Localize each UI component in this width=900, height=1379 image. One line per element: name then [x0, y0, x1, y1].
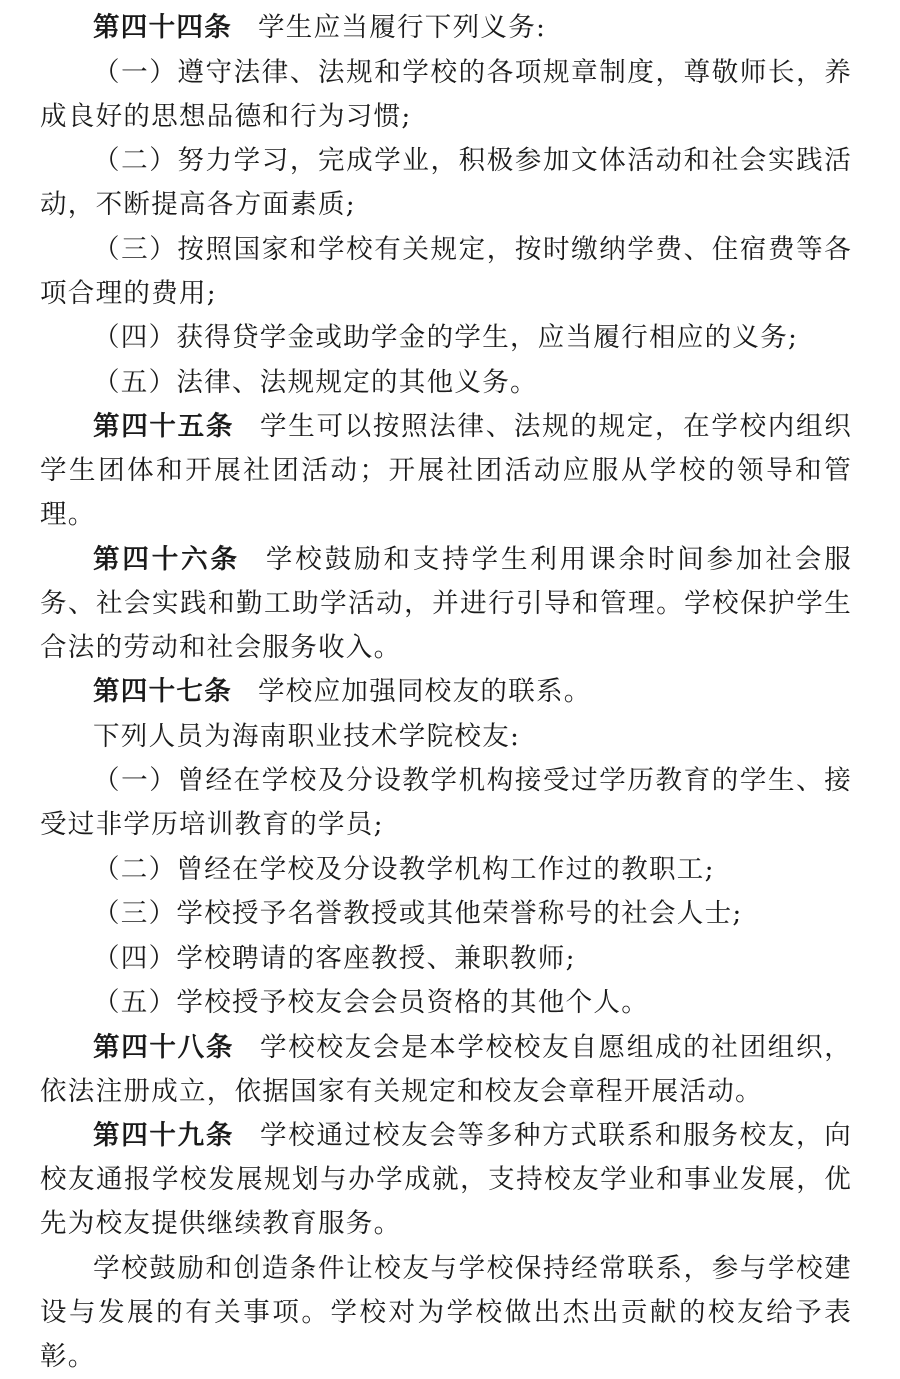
article-title: 第四十六条: [93, 543, 240, 575]
article-title: 第四十九条: [93, 1120, 235, 1151]
paragraph: [40, 361, 852, 405]
paragraph-text: 下列人员为海南职业技术学院校友:: [93, 720, 521, 752]
paragraph: [40, 1114, 852, 1246]
paragraph: [40, 892, 852, 936]
paragraph-text: 学校应加强同校友的联系。: [258, 676, 592, 707]
paragraph-text: （四）学校聘请的客座教授、兼职教师;: [93, 942, 576, 974]
article-title: 第四十四条: [93, 12, 232, 43]
paragraph-text: （五）法律、法规规定的其他义务。: [93, 366, 538, 398]
paragraph: [40, 981, 852, 1025]
paragraph-text: （五）学校授予校友会会员资格的其他个人。: [93, 987, 649, 1018]
paragraph: [40, 316, 852, 360]
paragraph-text: 学生可以按照法律、法规的规定，在学校内组织学生团体和开展社团活动；开展社团活动应服从学校的领导和管理。: [40, 411, 852, 530]
paragraph: [40, 228, 852, 316]
paragraph-text: （二）曾经在学校及分设教学机构工作过的教职工;: [93, 853, 715, 885]
paragraph-text: （一）曾经在学校及分设教学机构接受过学历教育的学生、接受过非学历培训教育的学员;: [40, 765, 852, 840]
paragraph-text: 学校鼓励和创造条件让校友与学校保持经常联系，参与学校建设与发展的有关事项。学校对为学校做出杰出贡献的校友给予表彰。: [40, 1252, 852, 1372]
paragraph-text: （三）按照国家和学校有关规定，按时缴纳学费、住宿费等各项合理的费用;: [40, 233, 852, 309]
paragraph-text: （四）获得贷学金或助学金的学生，应当履行相应的义务;: [93, 322, 799, 353]
paragraph: [40, 6, 852, 50]
paragraph-text: 学校鼓励和支持学生利用课余时间参加社会服务、社会实践和勤工助学活动，并进行引导和管理。学校保护学生合法的劳动和社会服务收入。: [40, 543, 853, 663]
document-body: [40, 6, 852, 1379]
paragraph: [40, 848, 852, 892]
article-title: 第四十七条: [93, 676, 232, 707]
paragraph: [40, 670, 852, 714]
article-title: 第四十五条: [93, 411, 235, 442]
paragraph: [40, 759, 852, 847]
article-title: 第四十八条: [93, 1031, 235, 1063]
paragraph: [40, 1247, 852, 1379]
paragraph-text: （一）遵守法律、法规和学校的各项规章制度，尊敬师长，养成良好的思想品德和行为习惯;: [40, 56, 852, 132]
paragraph: [40, 1026, 852, 1114]
paragraph-text: （三）学校授予名誉教授或其他荣誉称号的社会人士;: [93, 898, 743, 929]
paragraph: [40, 937, 852, 981]
paragraph: [40, 715, 852, 759]
paragraph: [40, 538, 852, 670]
paragraph-text: 学校通过校友会等多种方式联系和服务校友，向校友通报学校发展规划与办学成就，支持校友学业和事业发展，优先为校友提供继续教育服务。: [40, 1120, 852, 1239]
paragraph-text: 学校校友会是本学校校友自愿组成的社团组织，依法注册成立，依据国家有关规定和校友会章程开展活动。: [40, 1031, 852, 1107]
paragraph: [40, 405, 852, 537]
paragraph-text: （二）努力学习，完成学业，积极参加文体活动和社会实践活动，不断提高各方面素质;: [40, 145, 852, 220]
paragraph: [40, 139, 852, 227]
paragraph: [40, 51, 852, 139]
paragraph-text: 学生应当履行下列义务:: [258, 12, 547, 43]
